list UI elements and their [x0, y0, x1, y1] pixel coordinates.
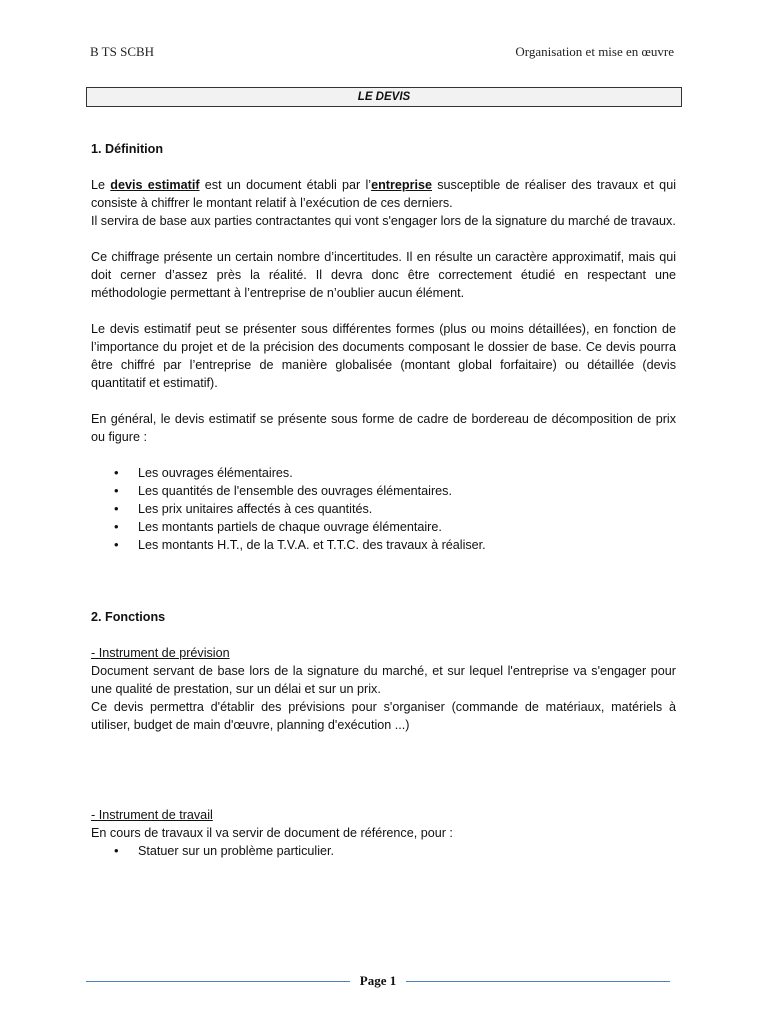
travail-list [91, 842, 676, 860]
definition-paragraph-1 [91, 176, 676, 212]
footer-rule-left [86, 981, 350, 982]
page-footer [86, 972, 670, 990]
travail-paragraph-1: En cours de travaux il va servir de document de référence, pour : [91, 826, 453, 840]
document-title: LE DEVIS [86, 87, 682, 107]
term-devis-estimatif: devis estimatif [110, 178, 200, 192]
text-fragment: Le [91, 178, 111, 192]
list-item: • Les montants partiels de chaque ouvrage élémentaire. [91, 518, 676, 536]
text-fragment: susceptible de réaliser des travaux et qui consiste à chiffrer le montant relatif à l’exécution de ces derniers. [91, 178, 676, 210]
subheading-travail: - Instrument de travail [91, 808, 213, 822]
definition-paragraph-3: Le devis estimatif peut se présenter sous différentes formes (plus ou moins détaillées), en fonction de l’importance du projet et de la précision des documents composant le dossier de base. Ce devis pourra être chiffré par l’entreprise de manière globalisée (montant global forfaitaire) ou détaillée (devis quantitatif et estimatif). [91, 322, 676, 390]
page-header [90, 44, 674, 60]
section-2-heading: 2. Fonctions [91, 610, 166, 624]
definition-paragraph-1b: Il servira de base aux parties contractantes qui vont s'engager lors de la signature du marché de travaux. [91, 214, 676, 228]
section-1-heading: 1. Définition [91, 142, 164, 156]
header-right: Organisation et mise en œuvre [515, 44, 674, 59]
definition-paragraph-2: Ce chiffrage présente un certain nombre d’incertitudes. Il en résulte un caractère approximatif, mais qui doit cerner d’assez près la réalité. Il devra donc être correctement étudié en respectant une méthodologie permettant à l’entreprise de n’oublier aucun élément. [91, 250, 676, 300]
term-entreprise: entreprise [371, 178, 432, 192]
page-number: Page 1 [359, 973, 397, 988]
definition-paragraph-4: En général, le devis estimatif se présente sous forme de cadre de bordereau de décomposition de prix ou figure : [91, 412, 676, 444]
document-body [91, 140, 676, 860]
prevision-paragraph-1: Document servant de base lors de la signature du marché, et sur lequel l'entreprise va s'engager pour une qualité de prestation, sur un délai et sur un prix. [91, 664, 676, 696]
list-item: • Les ouvrages élémentaires. [91, 464, 676, 482]
text-fragment: est un document établi par l’ [199, 178, 372, 192]
list-item: • Les prix unitaires affectés à ces quantités. [91, 500, 676, 518]
footer-rule-right [406, 981, 670, 982]
list-item: • Les quantités de l'ensemble des ouvrages élémentaires. [91, 482, 676, 500]
prevision-paragraph-2: Ce devis permettra d'établir des prévisions pour s'organiser (commande de matériaux, matériels à utiliser, budget de main d'œuvre, planning d'exécution ...) [91, 700, 676, 732]
subheading-prevision: - Instrument de prévision [91, 646, 230, 660]
list-item: • Statuer sur un problème particulier. [91, 842, 676, 860]
elements-list [91, 464, 676, 554]
header-left: B TS SCBH [90, 44, 155, 59]
list-item: • Les montants H.T., de la T.V.A. et T.T.C. des travaux à réaliser. [91, 536, 676, 554]
